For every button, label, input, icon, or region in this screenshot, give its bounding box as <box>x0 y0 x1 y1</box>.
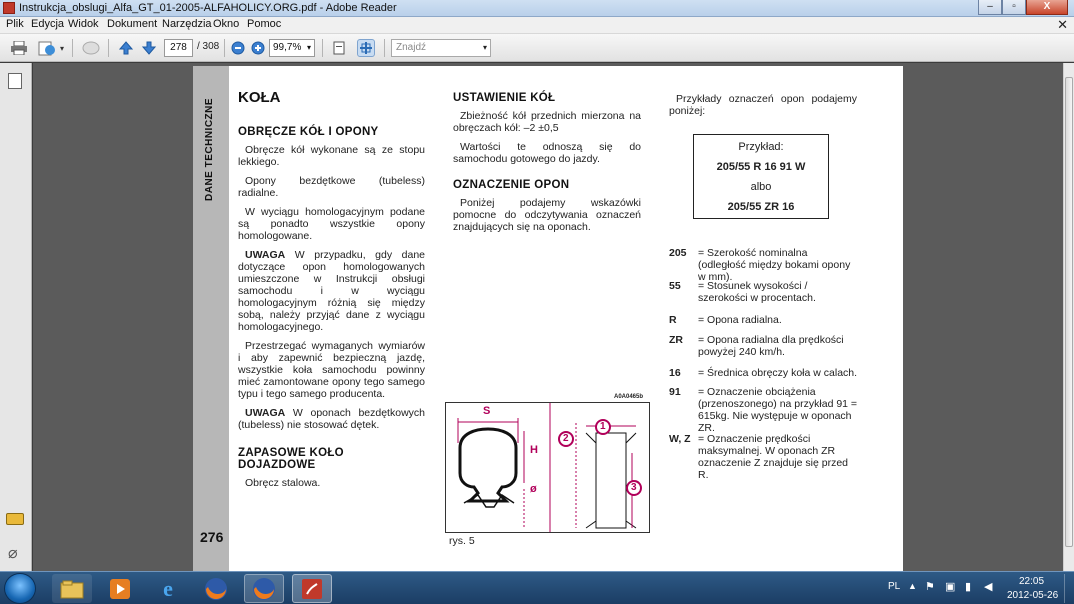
column-3 <box>669 93 857 124</box>
zoom-select[interactable] <box>269 39 315 57</box>
explorer-icon[interactable] <box>52 574 92 603</box>
warning-text: W przypadku, gdy dane dotyczące opon homologowanych umieszczone w Instrukcji obsługi samochodu i w wyciągu homologacyjnym różnią się między sobą, należy przyjąć dane z wyciągu homologacyjnego. <box>238 249 425 333</box>
zoom-in-icon[interactable] <box>249 39 267 57</box>
paragraph: Przestrzegać wymaganych wymiarów i aby zapewnić bezpieczną jazdę, wszystkie koła samochodu powinny mieć zamontowane opony tego samego typu i tego samego producenta. <box>238 340 425 400</box>
paragraph: Przykłady oznaczeń opon podajemy poniżej: <box>669 93 857 117</box>
label-1: 1 <box>600 421 606 432</box>
adobe-reader-icon <box>3 2 15 14</box>
legend-item <box>669 386 859 434</box>
menu-view[interactable]: Widok <box>68 18 99 30</box>
warning-text: W oponach bezdętkowych (tubeless) nie stosować dętek. <box>238 407 425 431</box>
find-placeholder: Znajdź <box>396 42 427 53</box>
clock-time[interactable]: 22:05 <box>1019 576 1045 587</box>
adobe-reader-taskbar-icon[interactable] <box>292 574 332 603</box>
menu-document[interactable]: Dokument <box>107 18 158 30</box>
label-h: H <box>530 444 538 456</box>
paragraph: Opony bezdętkowe (tubeless) radialne. <box>238 175 425 199</box>
share-icon[interactable] <box>38 39 56 57</box>
label-3: 3 <box>631 482 637 493</box>
menu-tools[interactable]: Narzędzia <box>162 18 212 30</box>
legend-key: W, Z <box>669 433 691 445</box>
scrollbar-thumb[interactable] <box>1065 77 1073 547</box>
media-player-icon[interactable] <box>100 574 140 603</box>
next-page-icon[interactable] <box>140 39 158 57</box>
window-controls <box>978 0 1068 16</box>
label-diameter: ø <box>530 483 537 495</box>
chevron-down-icon: ▾ <box>482 43 487 52</box>
vertical-scrollbar[interactable] <box>1063 63 1074 571</box>
legend-text: = Stosunek wysokości / szerokości w procentach. <box>698 280 816 304</box>
paragraph: Obręcze kół wykonane są ze stopu lekkiego. <box>238 144 425 168</box>
heading-alignment: USTAWIENIE KÓŁ <box>453 92 556 104</box>
heading-tyre-marking: OZNACZENIE OPON <box>453 179 570 191</box>
legend-key: 91 <box>669 386 681 398</box>
start-button[interactable] <box>4 573 36 604</box>
tray-network-icon[interactable]: ▣ <box>945 581 956 593</box>
sign-icon[interactable] <box>82 39 100 57</box>
legend-key: R <box>669 314 677 326</box>
title-bar <box>0 0 1074 17</box>
warning-label: UWAGA <box>245 407 286 419</box>
label-2: 2 <box>563 433 569 444</box>
taskbar <box>0 571 1074 604</box>
legend-text: = Opona radialna dla prędkości powyżej 240 km/h. <box>698 334 844 358</box>
section-band <box>193 66 229 571</box>
close-document-icon[interactable]: ✕ <box>1057 17 1068 32</box>
chevron-down-icon: ▾ <box>306 43 311 52</box>
page-number: 276 <box>200 529 224 545</box>
menu-help[interactable]: Pomoc <box>247 18 282 30</box>
page-total: / 308 <box>197 41 220 52</box>
legend-text: = Oznaczenie prędkości maksymalnej. W oponach ZR oznaczenie Z znajduje się przed R. <box>698 433 849 481</box>
legend-item <box>669 433 859 481</box>
warning-paragraph <box>238 249 425 333</box>
minimize-button[interactable]: – <box>978 0 1002 15</box>
attachments-icon[interactable]: ⌀ <box>8 545 18 562</box>
paragraph: Zbieżność kół przednich mierzona na obręczach kół: –2 ±0,5 <box>453 110 641 134</box>
maximize-button[interactable]: ▫ <box>1002 0 1026 15</box>
paragraph: Obręcz stalowa. <box>245 477 321 489</box>
legend-item <box>669 247 859 283</box>
find-input[interactable] <box>391 39 491 57</box>
menu-file[interactable]: Plik <box>6 18 24 30</box>
zoom-value: 99,7% <box>273 42 302 53</box>
legend-item <box>669 280 859 304</box>
warning-label: UWAGA <box>245 249 286 261</box>
label-s: S <box>483 405 491 417</box>
print-icon[interactable] <box>10 39 28 57</box>
firefox-icon[interactable] <box>196 574 236 603</box>
legend-text: = Opona radialna. <box>698 314 782 326</box>
legend-text: = Średnica obręczy koła w calach. <box>698 367 858 379</box>
pages-panel-icon[interactable] <box>8 73 22 89</box>
legend-text: = Oznaczenie obciążenia (przenoszonego) na przykład 91 = 615kg. Nie występuje w oponach ZR. <box>698 386 858 434</box>
legend-text: = Szerokość nominalna (odległość między bokami opony w mm). <box>698 247 851 283</box>
firefox-active-icon[interactable] <box>244 574 284 603</box>
window-title: Instrukcja_obslugi_Alfa_GT_01-2005-ALFAHOLICY.ORG.pdf - Adobe Reader <box>19 2 397 14</box>
heading-rims: OBRĘCZE KÓŁ I OPONY <box>238 126 379 138</box>
legend-item <box>669 367 859 379</box>
example-box <box>693 134 829 219</box>
close-button[interactable]: X <box>1026 0 1068 15</box>
paragraph: W wyciągu homologacyjnym podane są ponadto wszystkie opony homologowane. <box>238 206 425 242</box>
single-page-view-icon[interactable] <box>330 39 348 57</box>
example-code-1: 205/55 R 16 91 W <box>716 161 806 173</box>
tyre-diagram <box>445 402 650 533</box>
tray-volume-icon[interactable]: ◀ <box>984 581 993 593</box>
figure-code: A0A0465b <box>614 394 644 400</box>
show-desktop-button[interactable] <box>1064 574 1073 603</box>
section-title: KOŁA <box>238 89 281 106</box>
legend-key: ZR <box>669 334 683 346</box>
column-2 <box>453 92 641 240</box>
show-hidden-icons-icon[interactable]: ▲ <box>908 581 917 591</box>
legend-item <box>669 314 859 326</box>
legend-key: 55 <box>669 280 681 292</box>
share-dropdown-icon[interactable]: ▾ <box>60 44 65 53</box>
paragraph: Poniżej podajemy wskazówki pomocne do odczytywania oznaczeń znajdujących się na oponach. <box>453 197 641 233</box>
paragraph: Wartości te odnoszą się do samochodu gotowego do jazdy. <box>453 141 641 165</box>
pdf-page <box>193 66 903 571</box>
navigation-pane <box>0 63 32 571</box>
heading-spare-wheel: ZAPASOWE KOŁO DOJAZDOWE <box>238 447 344 471</box>
language-indicator[interactable]: PL <box>888 581 901 592</box>
warning-paragraph <box>238 407 425 431</box>
comments-icon[interactable] <box>6 513 24 525</box>
menu-window[interactable]: Okno <box>213 18 240 30</box>
clock-date[interactable]: 2012-05-26 <box>1007 590 1059 601</box>
fit-page-icon[interactable] <box>357 39 375 57</box>
toolbar <box>0 34 1074 62</box>
page-number-input[interactable]: 278 <box>164 39 193 57</box>
tray-signal-icon[interactable]: ▮ <box>965 581 972 593</box>
legend-item <box>669 334 859 358</box>
figure-caption: rys. 5 <box>449 535 475 547</box>
example-label: Przykład: <box>738 141 784 153</box>
previous-page-icon[interactable] <box>117 39 135 57</box>
menu-edit[interactable]: Edycja <box>31 18 65 30</box>
example-or: albo <box>750 181 772 193</box>
zoom-out-icon[interactable] <box>229 39 247 57</box>
section-label: DANE TECHNICZNE <box>204 97 215 201</box>
legend-key: 16 <box>669 367 681 379</box>
tray-flag-icon[interactable]: ⚑ <box>925 581 935 593</box>
internet-explorer-icon[interactable]: e <box>163 575 173 601</box>
example-code-2: 205/55 ZR 16 <box>727 201 795 213</box>
menu-bar <box>0 17 1074 34</box>
column-1 <box>238 89 425 496</box>
legend-key: 205 <box>669 247 687 259</box>
